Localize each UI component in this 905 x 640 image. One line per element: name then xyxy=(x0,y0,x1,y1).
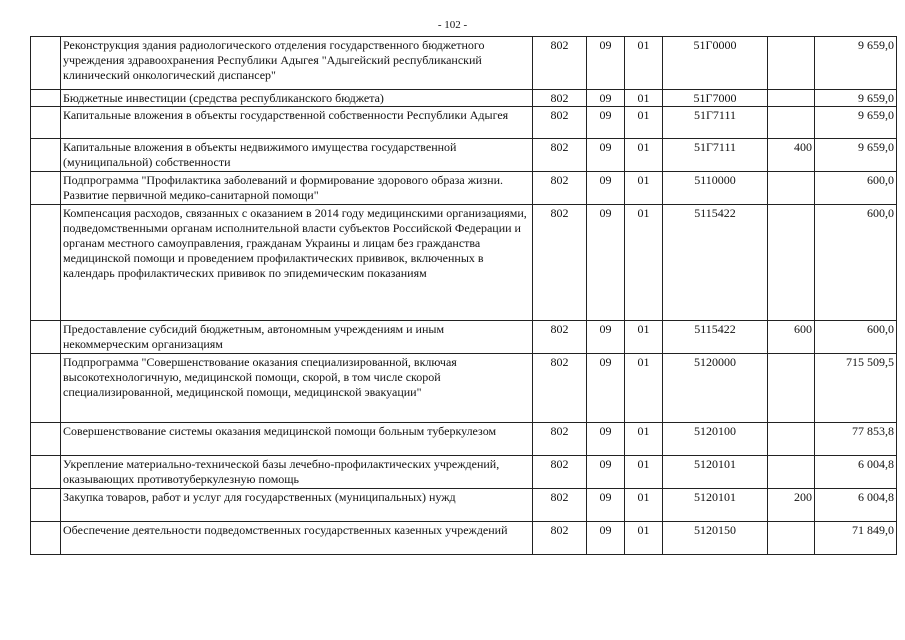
section-code-cell: 09 xyxy=(587,456,625,489)
row-number-cell xyxy=(31,354,61,423)
expense-name-cell: Компенсация расходов, связанных с оказанием в 2014 году медицинскими организациями, подведомственными органам исполнительной власти субъектов Российской Федерации и органам местного самоуправления, гражданам Украины и лицам без гражданства медицинской помощи и проведением профилактических прививок, включенных в календарь профилактических прививок по эпидемическим показаниям xyxy=(61,205,533,321)
target-item-code-cell: 5120101 xyxy=(663,456,768,489)
department-code-cell: 802 xyxy=(533,489,587,522)
section-code-cell: 09 xyxy=(587,90,625,107)
subsection-code-cell: 01 xyxy=(625,37,663,90)
amount-cell: 6 004,8 xyxy=(815,456,897,489)
table-row xyxy=(31,354,897,423)
section-code-cell: 09 xyxy=(587,107,625,139)
row-number-cell xyxy=(31,205,61,321)
subsection-code-cell: 01 xyxy=(625,321,663,354)
subsection-code-cell: 01 xyxy=(625,205,663,321)
department-code-cell: 802 xyxy=(533,139,587,172)
target-item-code-cell: 5120000 xyxy=(663,354,768,423)
section-code-cell: 09 xyxy=(587,172,625,205)
expense-type-code-cell xyxy=(768,456,815,489)
expense-name-cell: Подпрограмма "Совершенствование оказания специализированной, включая высокотехнологичную, медицинской помощи, скорой, в том числе скорой специализированной, медицинской помощи, медицинской эвакуации" xyxy=(61,354,533,423)
amount-cell: 77 853,8 xyxy=(815,423,897,456)
page-number: - 102 - xyxy=(437,19,468,31)
section-code-cell: 09 xyxy=(587,139,625,172)
budget-table xyxy=(30,36,897,555)
expense-type-code-cell: 400 xyxy=(768,139,815,172)
amount-cell: 600,0 xyxy=(815,321,897,354)
amount-cell: 9 659,0 xyxy=(815,90,897,107)
target-item-code-cell: 51Г7111 xyxy=(663,107,768,139)
expense-type-code-cell xyxy=(768,172,815,205)
expense-name-cell: Капитальные вложения в объекты недвижимого имущества государственной (муниципальной) собственности xyxy=(61,139,533,172)
expense-name-cell: Совершенствование системы оказания медицинской помощи больным туберкулезом xyxy=(61,423,533,456)
target-item-code-cell: 5115422 xyxy=(663,321,768,354)
department-code-cell: 802 xyxy=(533,90,587,107)
expense-name-cell: Обеспечение деятельности подведомственных государственных казенных учреждений xyxy=(61,522,533,555)
table-row xyxy=(31,139,897,172)
table-row xyxy=(31,423,897,456)
amount-cell: 715 509,5 xyxy=(815,354,897,423)
subsection-code-cell: 01 xyxy=(625,489,663,522)
table-row xyxy=(31,205,897,321)
target-item-code-cell: 51Г0000 xyxy=(663,37,768,90)
amount-cell: 9 659,0 xyxy=(815,37,897,90)
row-number-cell xyxy=(31,456,61,489)
section-code-cell: 09 xyxy=(587,423,625,456)
row-number-cell xyxy=(31,37,61,90)
expense-name-cell: Реконструкция здания радиологического отделения государственного бюджетного учреждения здравоохранения Республики Адыгея "Адыгейский республиканский клинический онкологический диспансер" xyxy=(61,37,533,90)
amount-cell: 6 004,8 xyxy=(815,489,897,522)
target-item-code-cell: 5115422 xyxy=(663,205,768,321)
section-code-cell: 09 xyxy=(587,321,625,354)
row-number-cell xyxy=(31,90,61,107)
subsection-code-cell: 01 xyxy=(625,107,663,139)
amount-cell: 9 659,0 xyxy=(815,107,897,139)
department-code-cell: 802 xyxy=(533,172,587,205)
department-code-cell: 802 xyxy=(533,321,587,354)
row-number-cell xyxy=(31,321,61,354)
target-item-code-cell: 5120101 xyxy=(663,489,768,522)
department-code-cell: 802 xyxy=(533,522,587,555)
department-code-cell: 802 xyxy=(533,205,587,321)
expense-type-code-cell xyxy=(768,37,815,90)
target-item-code-cell: 5120150 xyxy=(663,522,768,555)
expense-name-cell: Закупка товаров, работ и услуг для государственных (муниципальных) нужд xyxy=(61,489,533,522)
department-code-cell: 802 xyxy=(533,423,587,456)
table-row xyxy=(31,90,897,107)
department-code-cell: 802 xyxy=(533,354,587,423)
target-item-code-cell: 51Г7000 xyxy=(663,90,768,107)
expense-name-cell: Подпрограмма "Профилактика заболеваний и формирование здорового образа жизни. Развитие первичной медико-санитарной помощи" xyxy=(61,172,533,205)
expense-type-code-cell xyxy=(768,205,815,321)
expense-type-code-cell xyxy=(768,354,815,423)
expense-name-cell: Предоставление субсидий бюджетным, автономным учреждениям и иным некоммерческим организациям xyxy=(61,321,533,354)
subsection-code-cell: 01 xyxy=(625,456,663,489)
department-code-cell: 802 xyxy=(533,107,587,139)
subsection-code-cell: 01 xyxy=(625,354,663,423)
amount-cell: 9 659,0 xyxy=(815,139,897,172)
row-number-cell xyxy=(31,139,61,172)
table-row xyxy=(31,172,897,205)
table-row xyxy=(31,107,897,139)
expense-type-code-cell: 600 xyxy=(768,321,815,354)
expense-type-code-cell: 200 xyxy=(768,489,815,522)
section-code-cell: 09 xyxy=(587,205,625,321)
expense-type-code-cell xyxy=(768,90,815,107)
expense-name-cell: Капитальные вложения в объекты государственной собственности Республики Адыгея xyxy=(61,107,533,139)
row-number-cell xyxy=(31,172,61,205)
table-row xyxy=(31,37,897,90)
target-item-code-cell: 51Г7111 xyxy=(663,139,768,172)
subsection-code-cell: 01 xyxy=(625,522,663,555)
amount-cell: 71 849,0 xyxy=(815,522,897,555)
table-row xyxy=(31,321,897,354)
subsection-code-cell: 01 xyxy=(625,90,663,107)
target-item-code-cell: 5110000 xyxy=(663,172,768,205)
subsection-code-cell: 01 xyxy=(625,139,663,172)
expense-type-code-cell xyxy=(768,423,815,456)
expense-type-code-cell xyxy=(768,522,815,555)
table-row xyxy=(31,456,897,489)
department-code-cell: 802 xyxy=(533,456,587,489)
table-row xyxy=(31,522,897,555)
expense-name-cell: Бюджетные инвестиции (средства республиканского бюджета) xyxy=(61,90,533,107)
expense-type-code-cell xyxy=(768,107,815,139)
row-number-cell xyxy=(31,522,61,555)
subsection-code-cell: 01 xyxy=(625,423,663,456)
section-code-cell: 09 xyxy=(587,37,625,90)
row-number-cell xyxy=(31,423,61,456)
row-number-cell xyxy=(31,107,61,139)
row-number-cell xyxy=(31,489,61,522)
expense-name-cell: Укрепление материально-технической базы лечебно-профилактических учреждений, оказывающих противотуберкулезную помощь xyxy=(61,456,533,489)
section-code-cell: 09 xyxy=(587,489,625,522)
target-item-code-cell: 5120100 xyxy=(663,423,768,456)
table-row xyxy=(31,489,897,522)
amount-cell: 600,0 xyxy=(815,172,897,205)
subsection-code-cell: 01 xyxy=(625,172,663,205)
section-code-cell: 09 xyxy=(587,354,625,423)
section-code-cell: 09 xyxy=(587,522,625,555)
amount-cell: 600,0 xyxy=(815,205,897,321)
department-code-cell: 802 xyxy=(533,37,587,90)
